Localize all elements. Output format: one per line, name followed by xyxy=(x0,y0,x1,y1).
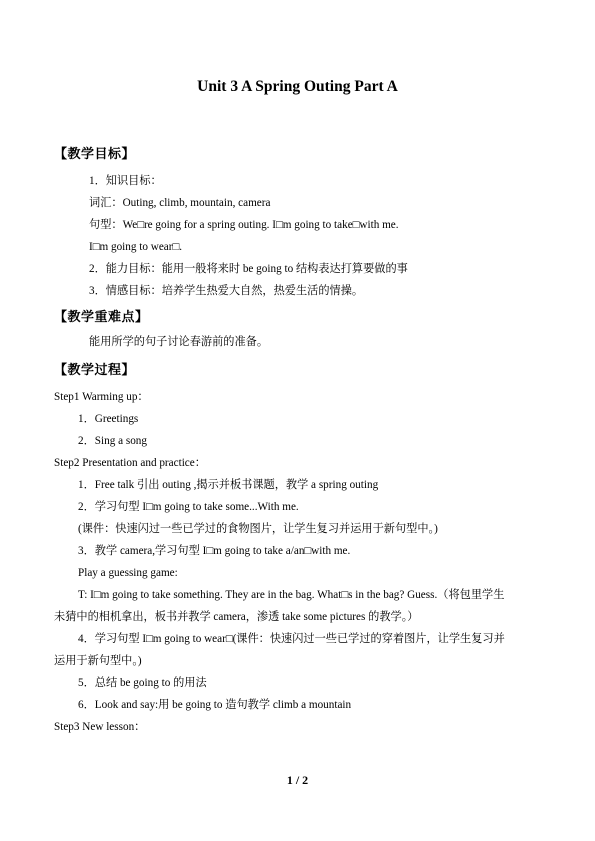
text-line: 运用于新句型中。) xyxy=(54,655,142,667)
text-line: 1．知识目标： xyxy=(89,175,162,187)
text-line: 2．学习句型 I□m going to take some...With me. xyxy=(78,501,299,513)
text-line: 2．能力目标：能用一般将来时 be going to 结构表达打算要做的事 xyxy=(89,263,408,275)
text-line: 句型：We□re going for a spring outing. I□m going to take□with me. xyxy=(89,219,399,231)
text-line: Step3 New lesson： xyxy=(54,721,146,733)
page-number: 1 / 2 xyxy=(286,773,309,787)
text-line: 能用所学的句子讨论春游前的准备。 xyxy=(89,336,269,348)
text-line: 1．Free talk 引出 outing ,揭示并板书课题，教学 a spring outing xyxy=(78,479,379,491)
text-line: Step2 Presentation and practice： xyxy=(54,457,206,469)
text-line: 6．Look and say:用 be going to 造句教学 climb a mountain xyxy=(78,699,352,711)
text-line: 2．Sing a song xyxy=(78,435,147,447)
text-line: (课件：快速闪过一些已学过的食物图片，让学生复习并运用于新句型中。) xyxy=(78,523,438,535)
text-line: 3．情感目标：培养学生热爱大自然，热爱生活的情操。 xyxy=(89,285,364,297)
section-heading-key-points: 【教学重难点】 xyxy=(54,310,149,325)
text-line: I□m going to wear□. xyxy=(89,241,183,253)
text-line: 未猜中的相机拿出，板书并教学 camera，渗透 take some pictures 的教学。） xyxy=(54,611,419,623)
text-line: 词汇：Outing, climb, mountain, camera xyxy=(89,197,271,209)
section-heading-process: 【教学过程】 xyxy=(54,363,136,378)
text-line: 5．总结 be going to 的用法 xyxy=(78,677,207,689)
text-line: 1．Greetings xyxy=(78,413,139,425)
document-title: Unit 3 A Spring Outing Part A xyxy=(197,78,398,95)
text-line: 4．学习句型 I□m going to wear□(课件：快速闪过一些已学过的穿着图片，让学生复习并 xyxy=(78,633,505,645)
text-line: Step1 Warming up： xyxy=(54,391,149,403)
text-line: 3．教学 camera,学习句型 I□m going to take a/an□with me. xyxy=(78,545,351,557)
section-heading-objectives: 【教学目标】 xyxy=(54,147,136,162)
text-line: Play a guessing game: xyxy=(78,567,178,579)
text-line: T: I□m going to take something. They are in the bag. What□s in the bag? Guess.（将包里学生 xyxy=(78,589,505,601)
